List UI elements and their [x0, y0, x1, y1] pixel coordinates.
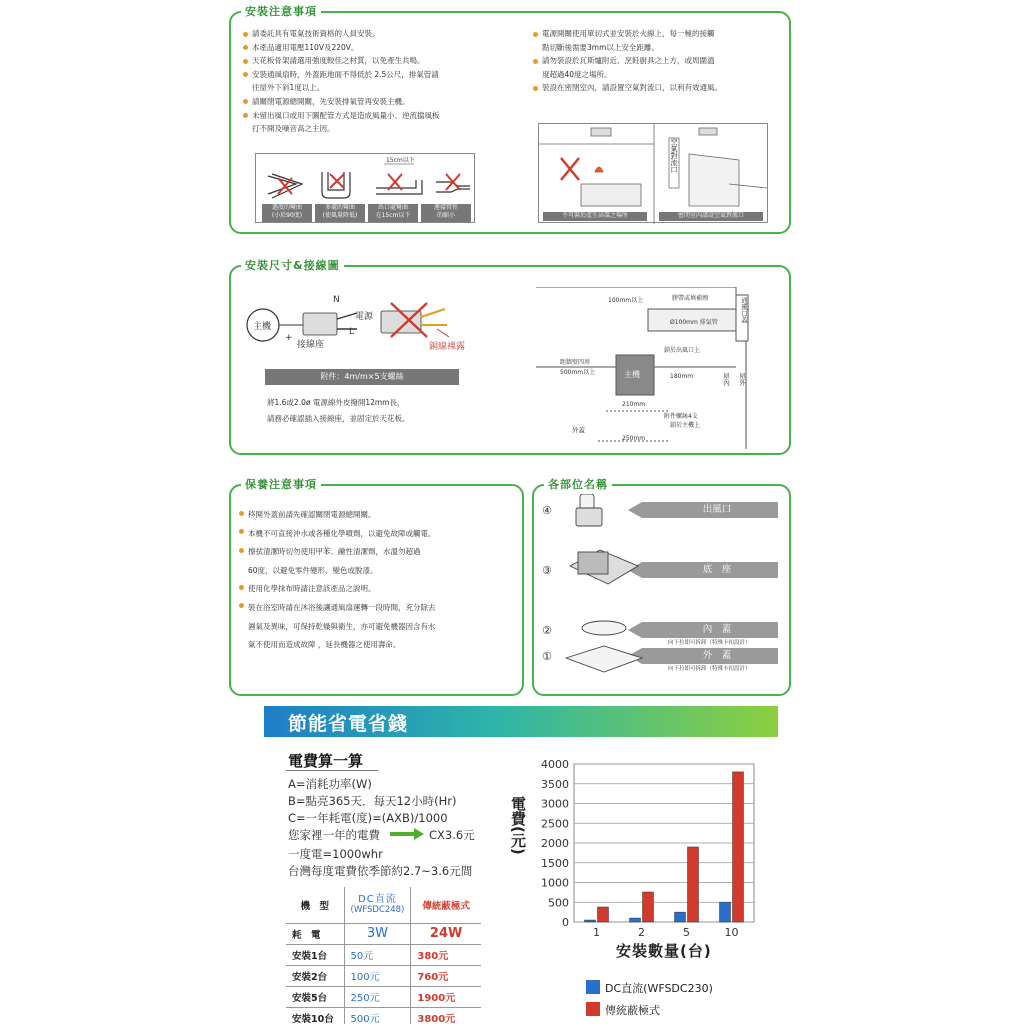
- safety-left-item: 本產品適用電壓110V及220V。: [243, 41, 523, 55]
- care-item: 裝在浴室時請在沐浴後讓通風扇運轉一段時間，充分除去: [239, 599, 521, 618]
- bar-traditional: [643, 892, 654, 922]
- y-tick-label: 1000: [541, 876, 569, 890]
- table-header-dc-name: DC直流: [358, 893, 397, 905]
- dim-vent-cover: 通風口蓋: [740, 297, 748, 323]
- legend-dc-label: DC直流(WFSDC230): [605, 982, 713, 995]
- room-vertical-label: 空氣對流口: [670, 138, 678, 173]
- safety-left-item: 打不開及噪音高之主因。: [252, 124, 335, 134]
- pipe-caption: [262, 204, 312, 222]
- dim-indoor: 屋內: [722, 373, 730, 386]
- install-note-2: 請務必確認插入接線座，並固定於天花板。: [267, 414, 410, 423]
- part-label: 外 蓋: [702, 650, 732, 661]
- part-sub: 向下拉即可拆卸（特殊卡扣設計）: [668, 666, 751, 672]
- kitchen-room-figure: [538, 123, 768, 223]
- pipe-caption-line: 過度的彎曲: [271, 204, 302, 211]
- kitchen-cross: [561, 158, 579, 180]
- care-item: 移開外蓋前請先確認關閉電源總開關。: [239, 506, 521, 525]
- dim-screws-1: 附件螺絲4支: [664, 413, 698, 420]
- y-tick-label: 500: [548, 896, 569, 910]
- part-label-arrow: [628, 622, 778, 638]
- calc-line-a: A=消耗功率(W): [288, 777, 372, 791]
- part-number: ②: [542, 624, 552, 637]
- part-label-arrow: [628, 562, 778, 578]
- table-cell: 3800元: [411, 1007, 481, 1024]
- y-tick-label: 2500: [541, 817, 569, 831]
- parts-title: 各部位名稱: [544, 477, 612, 493]
- y-tick-label: 1500: [541, 856, 569, 870]
- part-label: 底 座: [702, 564, 732, 575]
- legend-trad: [586, 1002, 660, 1018]
- accessory-bar: 附件：4m/m×5支螺絲: [265, 369, 459, 385]
- wiring-terminal: 接線座: [297, 340, 325, 350]
- safety-right-item: 電源開關使用單切式並安裝於火線上，每一極的接觸: [533, 27, 788, 41]
- table-row: [286, 944, 481, 965]
- y-tick-label: 2000: [541, 837, 569, 850]
- pipe-caption: [368, 204, 418, 222]
- safety-right-item: 請勿裝設於瓦斯爐附近、烹飪廚具之上方，或周圍溫: [533, 54, 788, 68]
- safety-right-item: 裝設在密閉室內，請設置空氣對流口，以利有效通風。: [533, 81, 788, 95]
- kwh-label: 一度電=1000whr: [288, 847, 383, 861]
- pipe-caption-line: 連接管徑: [433, 204, 458, 211]
- care-item: 本機不可直接沖水或各種化學噴劑，以避免故障或觸電。: [239, 525, 521, 544]
- y-tick-label: 3000: [541, 797, 569, 811]
- table-cell: 安裝10台: [286, 1007, 344, 1024]
- table-cell: 760元: [411, 965, 481, 986]
- care-title: 保養注意事項: [241, 477, 321, 493]
- care-item: 氣不使用而造成故障 ，延長機器之使用壽命。: [248, 640, 401, 650]
- safety-left-item: 請關閉電源總開關，先安裝排氣管再安裝主機。: [243, 95, 523, 109]
- dim-outer-width: 250mm: [622, 435, 646, 442]
- wiring-bare: 銅線裸露: [429, 342, 466, 352]
- table-row: [286, 1007, 481, 1024]
- table-cell: 500元: [344, 1007, 411, 1024]
- table-row: [286, 986, 481, 1007]
- dim-height: 180mm: [670, 373, 694, 380]
- dim-tape: 膠帶或填補劑: [672, 295, 709, 302]
- wiring-n: N: [333, 295, 340, 305]
- dim-inner-width: 210mm: [622, 401, 646, 408]
- bar-traditional: [598, 907, 609, 922]
- safety-right-item: 度超過40度之場所。: [542, 69, 612, 79]
- table-row: [286, 923, 481, 944]
- dim-outer-cover: 外蓋: [572, 426, 585, 434]
- pipe-caption-line: (小於90度): [271, 212, 303, 219]
- safety-left-list: [243, 27, 523, 136]
- table-cell: 250元: [344, 986, 411, 1007]
- part-label-arrow: [628, 502, 778, 518]
- kitchen-caption: 不可裝於產生高溫之場所: [543, 212, 647, 221]
- table-header-model: 機 型: [286, 887, 344, 923]
- y-tick-label: 0: [562, 916, 569, 929]
- care-panel: [229, 478, 524, 696]
- pipe-caption-line: 出口處彎曲: [377, 204, 408, 211]
- part-label: 內 蓋: [702, 624, 732, 635]
- safety-left-item: 安裝通風扇時，外蓋距地面不得低於 2.5公尺，排氣管請: [243, 68, 523, 82]
- table-cell: 380元: [411, 944, 481, 965]
- kitchen-room-svg: [539, 124, 769, 224]
- pipe-caption: [315, 204, 365, 222]
- parts-illustration: [560, 494, 650, 684]
- x-tick-label: 1: [593, 926, 600, 939]
- pipe-top-label: 15cm以下: [386, 157, 415, 164]
- wiring-plus: +: [285, 333, 293, 343]
- bar-traditional: [688, 847, 699, 922]
- bar-dc: [585, 920, 596, 922]
- table-cell: 安裝2台: [286, 965, 344, 986]
- dim-lock: 鎖於出風口上: [664, 347, 701, 354]
- legend-dc-swatch: [586, 980, 600, 994]
- bar-traditional: [733, 772, 744, 922]
- dim-outdoor: 屋外: [738, 373, 746, 386]
- green-arrow-icon: [390, 827, 426, 841]
- wiring-power: 電源: [355, 312, 374, 322]
- safety-left-item: 天花板骨架請選用強度較佳之材質，以免產生共鳴。: [243, 54, 523, 68]
- bar-dc: [630, 918, 641, 922]
- comparison-table: [286, 887, 481, 1024]
- calc-line-b: B=點亮365天．每天12小時(Hr): [288, 794, 457, 808]
- x-tick-label: 5: [683, 926, 690, 939]
- table-cell: 100元: [344, 965, 411, 986]
- y-tick-label: 4000: [541, 758, 569, 771]
- xlabel: 安裝數量(台): [616, 942, 712, 960]
- calc-line-c: C=一年耗電(度)=(AXB)/1000: [288, 811, 448, 825]
- table-cell: 耗 電: [286, 923, 344, 944]
- table-header-dc: [344, 887, 411, 923]
- pipe-caption-line: 多處的彎曲: [324, 204, 355, 211]
- dimension-drawing: [536, 287, 756, 449]
- table-header-row: [286, 887, 481, 923]
- part-number: ④: [542, 504, 552, 517]
- dim-wall-gap-1: 距牆壁四周: [560, 359, 591, 366]
- ylabel: 電費(元): [509, 796, 527, 855]
- parts-panel: [532, 478, 791, 696]
- calc-title: 電費算一算: [288, 752, 364, 770]
- part-sub: 向下拉即可拆卸（特殊卡扣設計）: [668, 640, 751, 646]
- install-title: 安裝尺寸&接線圖: [241, 258, 344, 274]
- care-item: 使用化學抹布時請注意該產品之說明。: [239, 580, 521, 599]
- table-header-dc-model: (WFSDC248): [350, 904, 405, 915]
- table-header-trad: 傳統蔽極式: [411, 887, 481, 923]
- pipe-diagram: [255, 153, 475, 223]
- safety-left-item: 未留出風口或用下圖配管方式是造成風量小、逆流擋風板: [243, 109, 523, 123]
- cross-marks: [278, 174, 460, 194]
- part-number: ①: [542, 650, 552, 663]
- care-item: 擦拭清潔時切勿使用甲苯、鹼性清潔劑，水溫勿超過: [239, 543, 521, 562]
- table-cell: 3W: [344, 923, 411, 944]
- install-panel: [229, 259, 791, 455]
- care-item: 濕氣及異味，可保持乾燥與衛生，亦可避免機器因含有水: [248, 621, 436, 631]
- dim-duct: Ø100mm 排氣管: [670, 319, 718, 326]
- safety-left-item: 請委託具有電氣技術資格的人員安裝。: [243, 27, 523, 41]
- legend-trad-swatch: [586, 1002, 600, 1016]
- legend-dc: [586, 980, 713, 996]
- wiring-l: L: [349, 327, 355, 337]
- taiwan-rate-label: 台灣每度電費依季節約2.7~3.6元間: [288, 864, 473, 878]
- table-cell: 安裝5台: [286, 986, 344, 1007]
- care-item: 60度，以避免零件變形、變色或脫漆。: [248, 565, 378, 575]
- safety-panel: [229, 5, 791, 234]
- safety-title: 安裝注意事項: [241, 4, 321, 20]
- wiring-diagram: [241, 285, 491, 365]
- formula-result: CX3.6元: [429, 828, 475, 842]
- install-note-1: 將1.6或2.0ø 電源線外皮撥開12mm長，: [267, 398, 405, 407]
- legend-trad-label: 傳統蔽極式: [605, 1004, 660, 1017]
- safety-left-item: 往屋外下斜1度以上。: [252, 83, 325, 93]
- pipe-caption-line: (使風量降低): [322, 212, 358, 219]
- part-label-arrow: [628, 648, 778, 664]
- pipe-caption-line: 在15cm以下: [375, 212, 411, 219]
- dim-wall-gap-2: 500mm以上: [560, 369, 596, 376]
- care-list: [239, 506, 521, 655]
- safety-right-list: [533, 27, 788, 95]
- table-cell: 50元: [344, 944, 411, 965]
- y-tick-label: 3500: [541, 777, 569, 791]
- dim-screws-2: 鎖於主機上: [670, 422, 701, 429]
- your-bill-label: 您家裡一年的電費: [288, 828, 380, 842]
- energy-banner: [264, 706, 778, 737]
- pipe-caption: [421, 204, 471, 222]
- x-tick-label: 2: [638, 926, 645, 939]
- pipe-caption-line: 的縮小: [436, 212, 455, 219]
- table-cell: 24W: [411, 923, 481, 944]
- wiring-host: 主機: [253, 322, 272, 332]
- safety-right-item: 點切斷後需要3mm以上安全距離。: [542, 42, 659, 52]
- dim-host: 主機: [624, 370, 640, 379]
- calc-title-underline: [286, 770, 378, 771]
- table-cell: 1900元: [411, 986, 481, 1007]
- bar-dc: [675, 912, 686, 922]
- part-number: ③: [542, 564, 552, 577]
- energy-banner-text: 節能省電省錢: [288, 713, 409, 735]
- part-label: 出風口: [702, 504, 732, 515]
- dim-top-clear: 100mm以上: [608, 297, 644, 304]
- room-caption: 密閉室內請設空氣對流口: [659, 212, 763, 221]
- table-cell: 安裝1台: [286, 944, 344, 965]
- bar-dc: [720, 902, 731, 922]
- x-tick-label: 10: [724, 926, 739, 939]
- table-row: [286, 965, 481, 986]
